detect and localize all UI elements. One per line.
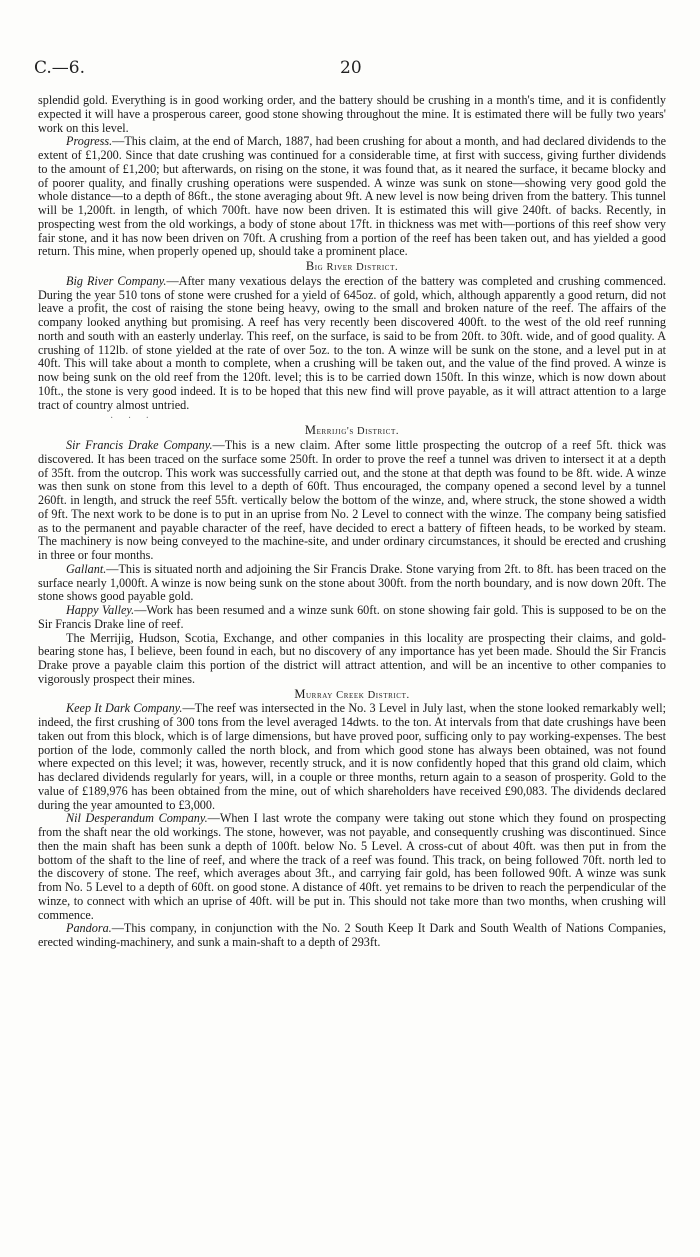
paragraph-sir-francis-drake: Sir Francis Drake Company.—This is a new claim. After some little prospecting the outcrop of a reef 5ft. thick was discovered. It has been traced on the surface some 250ft. In order to prove the reef a tunnel was driven to intersect it at a depth of 35ft. from the outcrop. This work was successfully carried out, and the stone at that depth was found to be 8ft. wide. A winze was then sunk on stone from this level to a depth of 60ft. Thus encouraged, the company opened a second level by a tunnel 260ft. in length, and struck the reef 55ft. vertically below the bottom of the winze, and, where struck, the stone showed a width of 9ft. The next work to be done is to put in an uprise from No. 2 Level to connect with the winze. The company being satisfied as to the permanent and payable character of the reef, have decided to erect a battery of fifteen heads, to be worked by steam. The machinery is now being conveyed to the machine-site, and under ordinary circumstances, it should be erected and crushing in three or four months.: [38, 438, 666, 562]
paragraph-title: Nil Desperandum Company.: [66, 811, 208, 826]
page-number: 20: [340, 58, 362, 78]
paragraph-title: Gallant.: [66, 561, 107, 576]
paragraph-title: Happy Valley.: [66, 603, 135, 617]
paragraph-nil-desperandum: Nil Desperandum Company.—When I last wrote the company were taking out stone which they found on prospecting from the shaft near the old workings. The stone, however, was not payable, and consequently crushing was discontinued. Since then the main shaft has been sunk a depth of 100ft. below No. 5 Level. A cross-cut of about 40ft. was then put in from the bottom of the shaft to the line of reef, and where the track of a reef was found. This track, on being followed 70ft. north led to the discovery of stone. The reef, which averages about 3ft., and carrying fair gold, has been followed 90ft. A winze was sunk from No. 5 Level to a depth of 60ft. on good stone. A distance of 40ft. yet remains to be driven to reach the perpendicular of the winze, to connect with which an uprise of 40ft. will be put in. This should not take more than two months, when crushing will commence.: [38, 811, 666, 922]
section-heading-merrijigs: Merrijig's District.: [304, 423, 400, 438]
paragraph-big-river-company: Big River Company.—After many vexatious delays the erection of the battery was completed and crushing commenced. During the year 510 tons of stone were crushed for a yield of 645oz. of gold, which, although apparently a good return, did not leave a profit, the cost of raising the stone being heavy, owing to the small and broken nature of the reef. The affairs of the company looked anything but promising. A reef has very recently been discovered 400ft. to the west of the old reef running north and south with an easterly underlay. This reef, on the surface, is said to be from 20ft. to 30ft. wide, and of good quality. A crushing of 112lb. of stone yielded at the rate of over 5oz. to the ton. A winze will be sunk on the stone, and a level put in at 40ft. This will take about a month to complete, when a crushing will be taken out, and the value of the find proved. A winze is now being sunk on the old reef from the 120ft. level; this is to be carried down 150ft. In this winze, which is now down about 10ft., the stone is very good indeed. It is to be hoped that this new find will prove payable, as it will attract attention to a large tract of country almost untried.: [38, 273, 667, 412]
paragraph-title: Sir Francis Drake Company.: [66, 438, 213, 452]
section-heading-big-river: Big River District.: [305, 259, 399, 273]
paragraph-title: Big River Company.: [66, 273, 167, 288]
report-code: C.—6.: [34, 58, 86, 78]
paragraph-pandora: Pandora.—This company, in conjunction with the No. 2 South Keep It Dark and South Wealth of Nations Companies, erected winding-machinery, and sunk a main-shaft to a depth of 293ft.: [38, 921, 666, 949]
paragraph-title: Progress.: [66, 134, 113, 149]
paragraph-title: Keep It Dark Company.: [66, 701, 183, 716]
paragraph-keep-it-dark: Keep It Dark Company.—The reef was intersected in the No. 3 Level in July last, when the stone looked remarkably well; indeed, the first crushing of 300 tons from the level averaged 14dwts. to the ton. At intervals from that date crushings have been taken out from this block, which is of large dimensions, but have proved poor, sufficing only to pay working-expenses. The best portion of the lode, commonly called the north block, and from which good stone has always been obtained, was not found where expected on this level; it was, however, recently struck, and it is now confidently hoped that this grand old claim, which has declared dividends regularly for years, will, in a couple or three months, return again to a season of prosperity. Gold to the value of £189,976 has been obtained from the mine, out of which shareholders have received £90,083. The dividends declared during the year amounted to £3,000.: [38, 701, 666, 812]
document-body: [38, 94, 666, 950]
paragraph-title: Pandora.: [66, 921, 112, 936]
paragraph-gallant: Gallant.—This is situated north and adjoining the Sir Francis Drake. Stone varying from 2ft. to 8ft. has been traced on the surface nearly 1,000ft. A winze is now being sunk on the stone about 300ft. from the north boundary, and is now down 20ft. The stone shows good payable gold.: [38, 561, 666, 604]
separator-dots: · · ·: [110, 413, 155, 425]
section-heading-murray-creek: Murray Creek District.: [294, 686, 410, 701]
paragraph: splendid gold. Everything is in good working order, and the battery should be crushing in a month's time, and it is confidently expected it will have a prosperous career, good stone showing throughout the mine. It is estimated there will be fully two years' work on this level.: [38, 93, 666, 135]
paragraph-happy-valley: Happy Valley.—Work has been resumed and a winze sunk 60ft. on stone showing fair gold. This is supposed to be on the Sir Francis Drake line of reef.: [38, 603, 666, 631]
paragraph-progress: Progress.—This claim, at the end of March, 1887, had been crushing for about a month, and had declared dividends to the extent of £1,200. Since that date crushing was continued for a considerable time, at first with success, giving further dividends to the amount of £1,200; but afterwards, on rising on the stone, it was found that, as it neared the surface, it became blocky and of poorer quality, and finally crushing operations were suspended. A winze was sunk on stone—showing very good gold the whole distance—to a depth of 86ft., the stone averaging about 9ft. A new level is now being driven from the battery. This tunnel will be 1,200ft. in length, of which 700ft. have now been driven. It is estimated this will give 240ft. of backs. Recently, in prospecting west from the old workings, a body of stone about 17ft. in thickness was met with—portions of this reef show very fair stone, and it has now been driven on 70ft. A crushing from a portion of the reef has been taken out, and has yielded a good return. This mine, when properly opened up, should take a prominent place.: [38, 134, 666, 259]
paragraph-other-companies: The Merrijig, Hudson, Scotia, Exchange, and other companies in this locality are prospecting their claims, and gold-bearing stone has, I believe, been found in each, but no discovery of any importance has yet been made. Should the Sir Francis Drake prove a payable claim this portion of the district will attract attention, and will be an incentive to other companies to vigorously prospect their mines.: [38, 630, 666, 686]
